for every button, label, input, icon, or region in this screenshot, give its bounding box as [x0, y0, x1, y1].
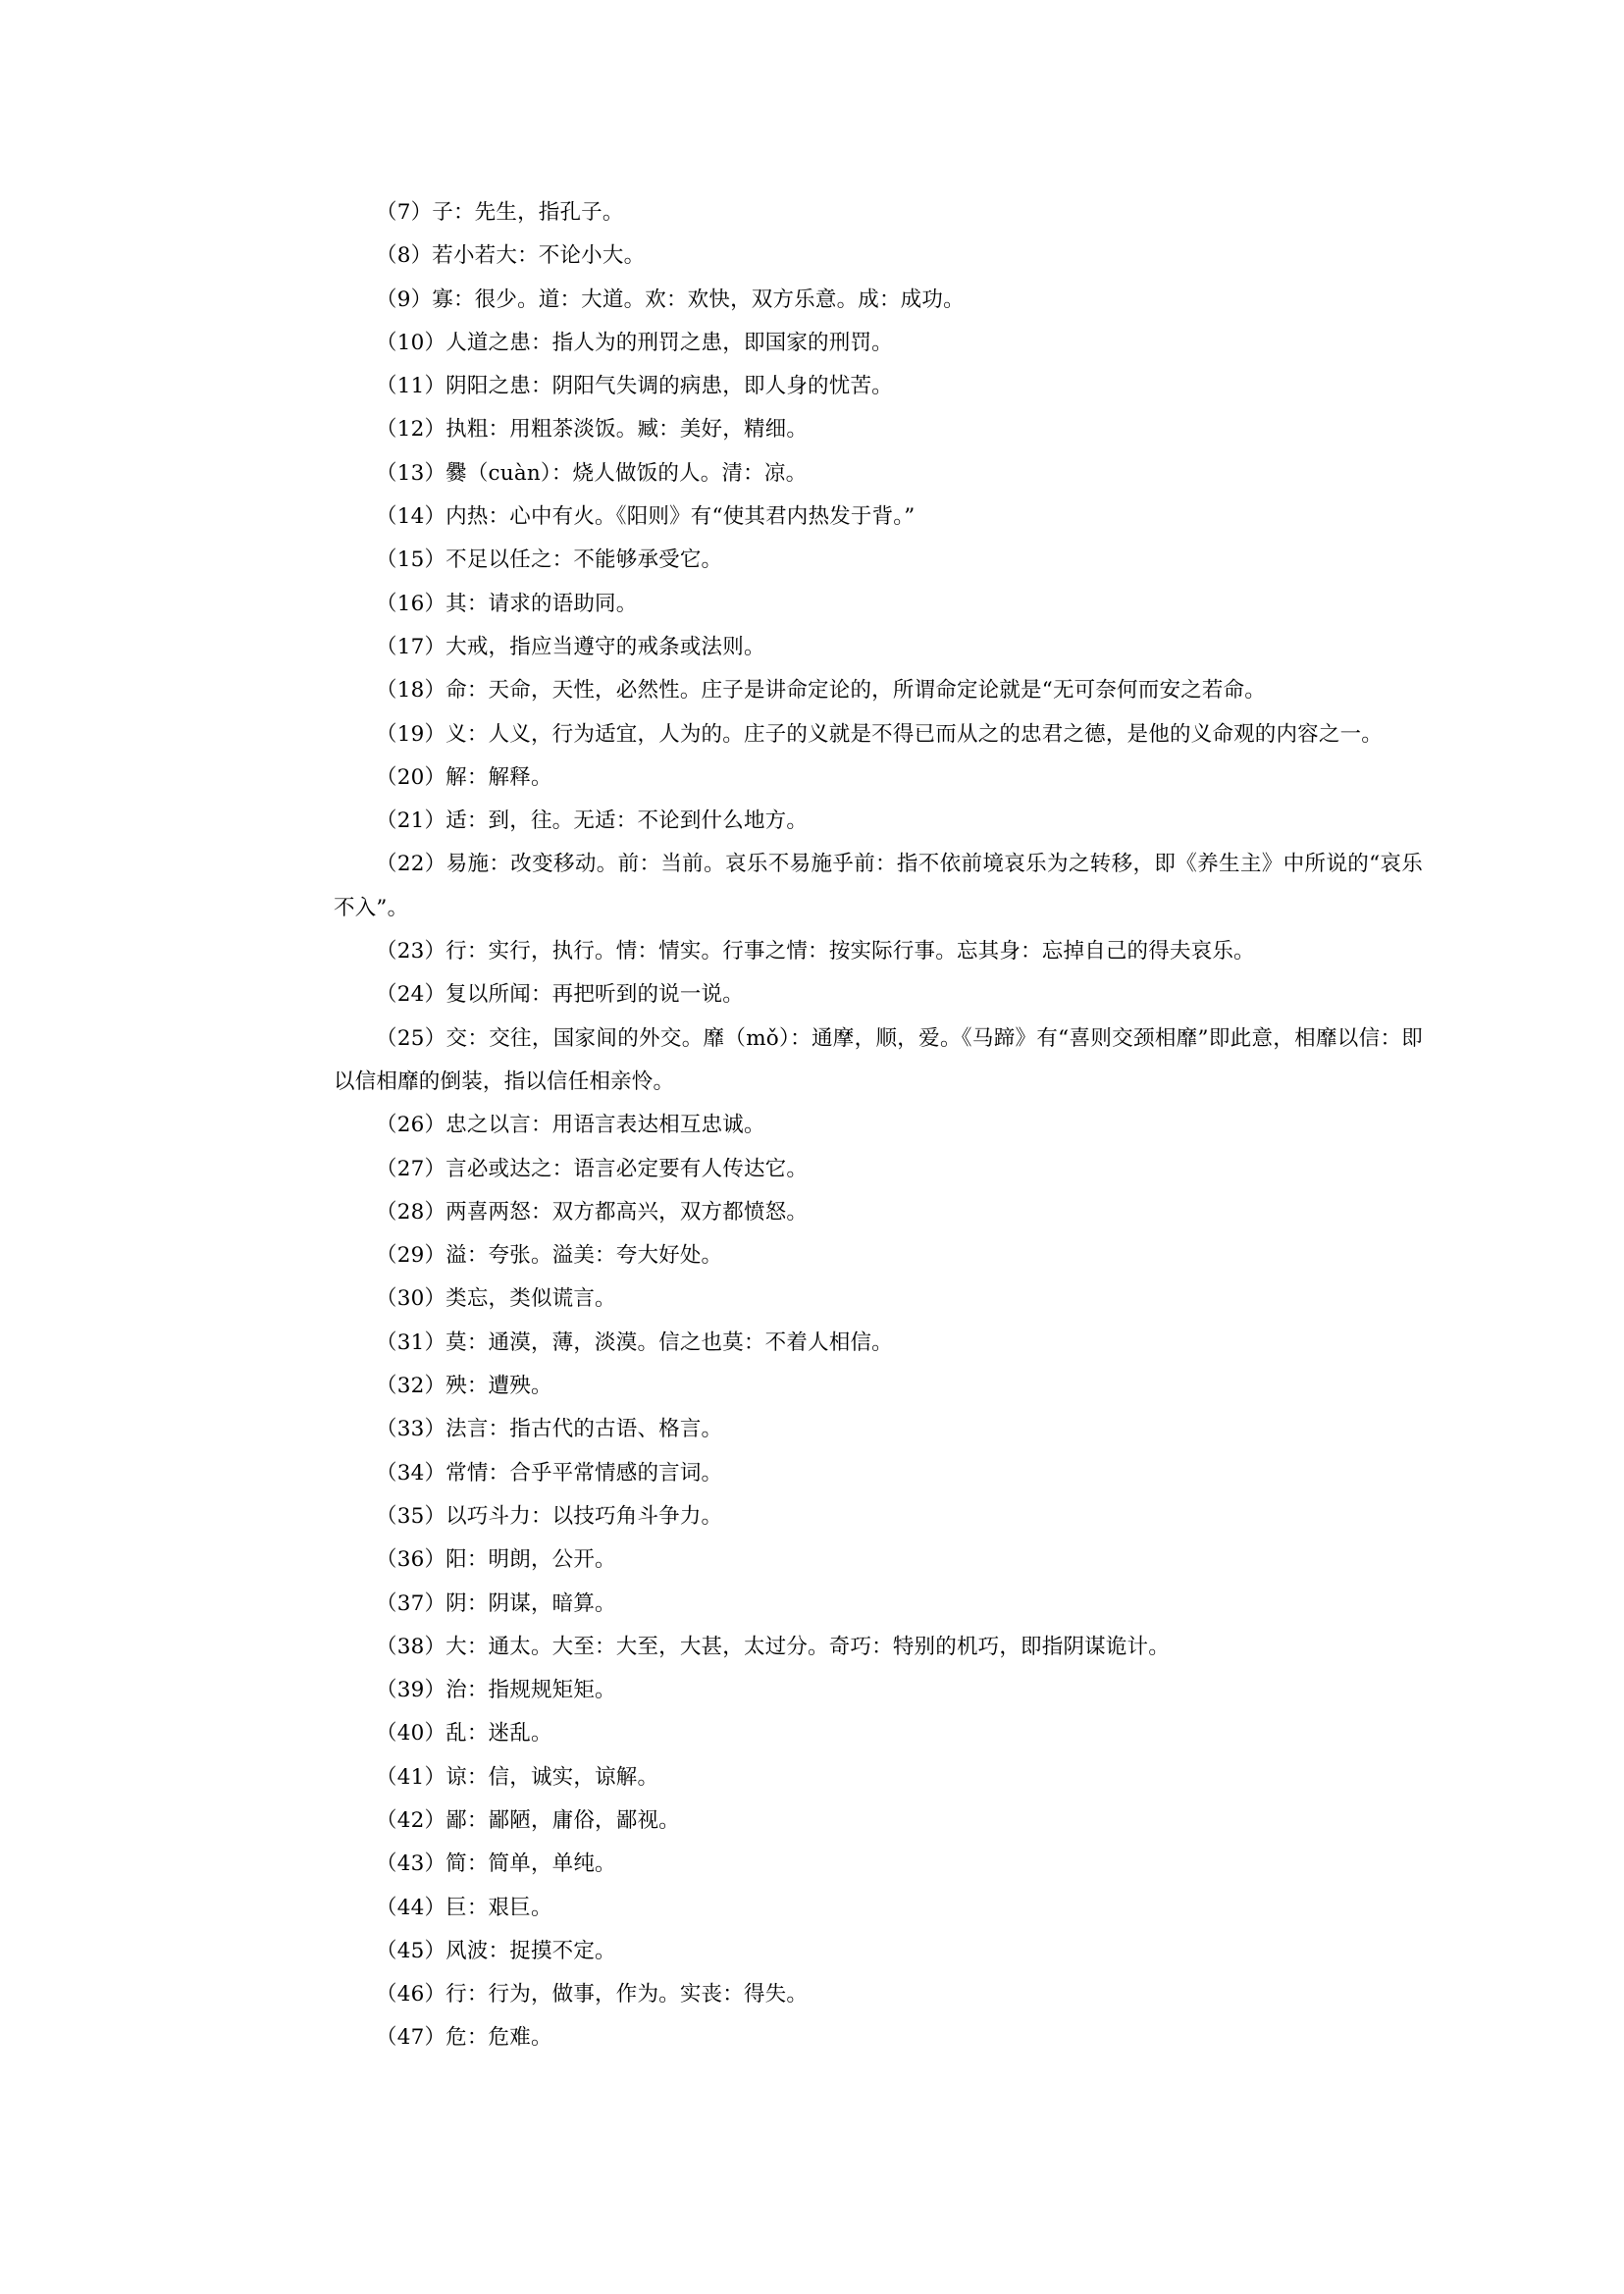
note-item: （12）执粗：用粗茶淡饭。臧：美好，精细。: [376, 417, 809, 443]
note-item: （28）两喜两怒：双方都高兴，双方都愤怒。: [376, 1199, 809, 1225]
note-item: （13）爨（cuàn）：烧人做饭的人。清：凉。: [376, 460, 808, 486]
note-item: （26）忠之以言：用语言表达相互忠诚。: [376, 1113, 765, 1138]
note-item: （11）阴阳之患：阴阳气失调的病患，即人身的忧苦。: [376, 374, 893, 399]
note-item: （39）治：指规规矩矩。: [376, 1678, 616, 1703]
note-item: （19）义：人义，行为适宜，人为的。庄子的义就是不得已而从之的忠君之德，是他的义命观的内容之一。: [376, 721, 1383, 747]
note-item: （47）危：危难。: [376, 2025, 552, 2051]
note-item: （8）若小若大：不论小大。: [376, 243, 646, 269]
note-item: （35）以巧斗力：以技巧角斗争力。: [376, 1503, 723, 1529]
note-item: （38）大：通太。大至：大至，大甚，太过分。奇巧：特别的机巧，即指阴谋诡计。: [376, 1634, 1170, 1659]
note-item: （14）内热：心中有火。《阳则》有“使其君内热发于背。”: [376, 504, 916, 530]
note-item: （15）不足以任之：不能够承受它。: [376, 547, 723, 573]
notes-list: [334, 191, 1423, 2060]
note-item: （17）大戒，指应当遵守的戒条或法则。: [376, 634, 765, 659]
note-item: （20）解：解释。: [376, 764, 552, 790]
note-item: （33）法言：指古代的古语、格言。: [376, 1417, 723, 1442]
note-item: （9）寡：很少。道：大道。欢：欢快，双方乐意。成：成功。: [376, 287, 965, 312]
note-item: （40）乱：迷乱。: [376, 1721, 552, 1747]
note-item: （30）类忘，类似谎言。: [376, 1286, 616, 1312]
note-item: （45）风波：捉摸不定。: [376, 1938, 616, 1963]
note-item: （18）命：天命，天性，必然性。庄子是讲命定论的，所谓命定论就是“无可奈何而安之若命。: [376, 678, 1266, 704]
note-item: （34）常情：合乎平常情感的言词。: [376, 1460, 723, 1486]
note-item: （36）阳：明朗，公开。: [376, 1547, 616, 1573]
note-item: （27）言必或达之：语言必定要有人传达它。: [376, 1156, 809, 1181]
note-item: （42）鄙：鄙陋，庸俗，鄙视。: [376, 1807, 680, 1833]
note-item: （44）巨：艰巨。: [376, 1895, 552, 1920]
note-item: （16）其：请求的语助同。: [376, 591, 638, 616]
note-item: （37）阴：阴谋，暗算。: [376, 1590, 616, 1616]
note-item: （31）莫：通漠，薄，淡漠。信之也莫：不着人相信。: [376, 1329, 893, 1355]
note-item: （29）溢：夸张。溢美：夸大好处。: [376, 1243, 723, 1269]
note-item: （46）行：行为，做事，作为。实丧：得失。: [376, 1982, 809, 2007]
note-item: （25）交：交往，国家间的外交。靡（mǒ）：通摩，顺，爱。《马蹄》有“喜则交颈相靡”即此意，相靡以信：即以信相靡的倒装，指以信任相亲怜。: [334, 1025, 1423, 1094]
note-item: （7）子：先生，指孔子。: [376, 200, 624, 225]
note-item: （24）复以所闻：再把听到的说一说。: [376, 982, 744, 1008]
note-item: （10）人道之患：指人为的刑罚之患，即国家的刑罚。: [376, 330, 893, 355]
note-item: （22）易施：改变移动。前：当前。哀乐不易施乎前：指不依前境哀乐为之转移，即《养生主》中所说的“哀乐不入”。: [334, 852, 1423, 920]
note-item: （23）行：实行，执行。情：情实。行事之情：按实际行事。忘其身：忘掉自己的得夫哀乐。: [376, 939, 1255, 965]
note-item: （32）殃：遭殃。: [376, 1374, 552, 1399]
note-item: （41）谅：信，诚实，谅解。: [376, 1764, 659, 1790]
note-item: （21）适：到，往。无适：不论到什么地方。: [376, 808, 809, 834]
note-item: （43）简：简单，单纯。: [376, 1851, 616, 1877]
